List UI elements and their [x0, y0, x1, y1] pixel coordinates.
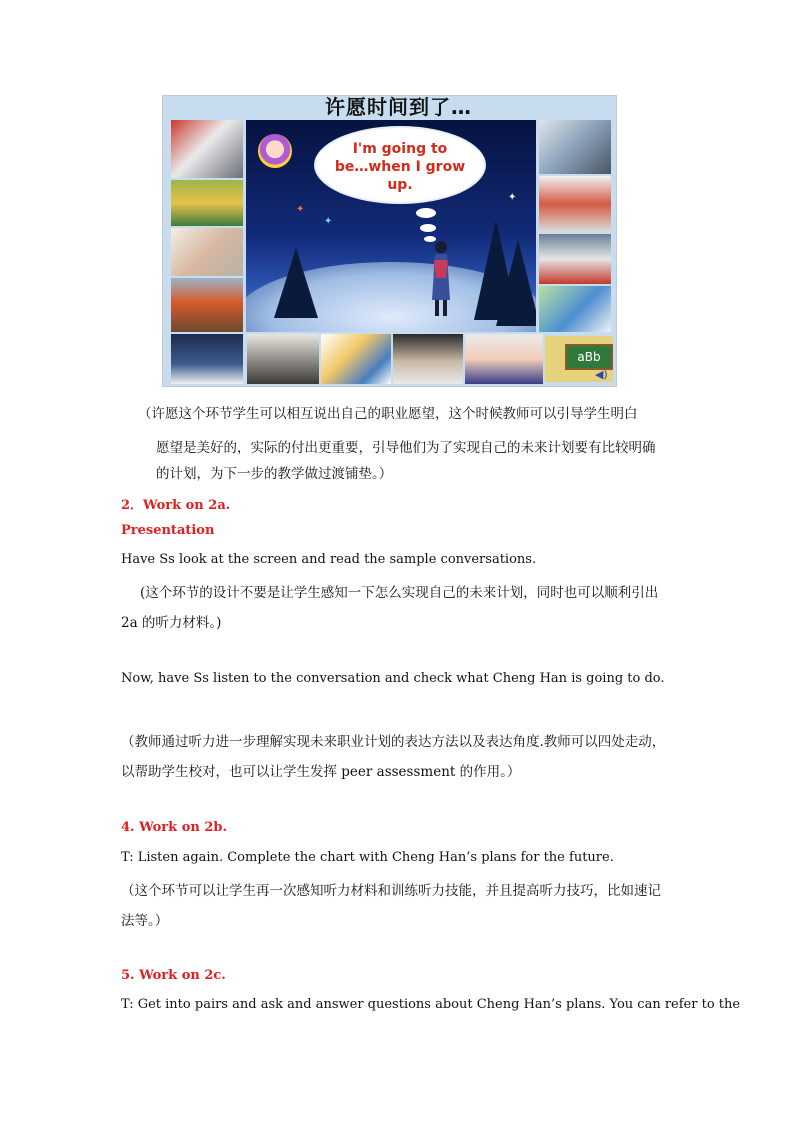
photo-astronauts	[539, 234, 611, 284]
section4-instruction: T: Listen again. Complete the chart with Cheng Han’s plans for the future.	[121, 850, 614, 865]
thought-cloud	[316, 128, 484, 202]
section2-note2-line1: （教师通过听力进一步理解实现未来职业计划的表达方法以及表达角度.教师可以四处走动，	[121, 734, 666, 750]
note1-line2: 愿望是美好的，实际的付出更重要，引导他们为了实现自己的未来计划要有比较明确	[156, 440, 656, 456]
section4-note-line2: 法等。）	[121, 913, 169, 929]
section2-note-line2: 2a 的听力材料。)	[121, 615, 222, 631]
slide-image	[163, 96, 616, 386]
cloud-line-2: be…when I grow	[334, 159, 466, 175]
note1-line3: 的计划，为下一步的教学做过渡铺垫。）	[156, 466, 393, 482]
star-icon: ✦	[324, 216, 333, 227]
presentation-heading: Presentation	[121, 523, 215, 538]
section4-note-line1: （这个环节可以让学生再一次感知听力材料和训练听力技能，并且提高听力技巧，比如速记	[121, 883, 661, 899]
photo-basketball	[539, 176, 611, 232]
night-scene-illustration	[246, 120, 536, 332]
photo-singer	[393, 334, 463, 384]
photo-call-center	[539, 120, 611, 174]
section4-heading: 4. Work on 2b.	[121, 820, 227, 835]
slide-title: 许愿时间到了…	[325, 95, 472, 119]
thought-bubble	[420, 224, 436, 232]
star-icon: ✦	[508, 192, 517, 203]
star-icon: ✦	[296, 204, 305, 215]
fairy-icon	[258, 134, 292, 168]
photo-scientist	[171, 228, 243, 276]
pine-tree-right-2	[496, 240, 536, 326]
photo-office-cartoon	[539, 286, 611, 332]
photo-firefighter	[171, 120, 243, 178]
photo-ballet	[171, 334, 243, 384]
photo-painter-cartoon	[321, 334, 391, 384]
cloud-line-3: up.	[387, 177, 413, 193]
section2-note2-line2: 以帮助学生校对，也可以让学生发挥 peer assessment 的作用。）	[121, 764, 521, 780]
cloud-line-1: I'm going to	[352, 141, 448, 157]
section2-instruction: Have Ss look at the screen and read the sample conversations.	[121, 552, 537, 567]
thought-bubble	[416, 208, 436, 218]
note1-line1: （许愿这个环节学生可以相互说出自己的职业愿望，这个时候教师可以引导学生明白	[138, 406, 638, 422]
section5-heading: 5. Work on 2c.	[121, 968, 226, 983]
blackboard: aBb	[565, 344, 613, 370]
section5-instruction: T: Get into pairs and ask and answer questions about Cheng Han’s plans. You can refer to the	[121, 997, 741, 1012]
section2-heading: 2．Work on 2a.	[121, 498, 231, 513]
section2-listen: Now, have Ss listen to the conversation and check what Cheng Han is going to do.	[121, 671, 665, 686]
girl-silhouette	[430, 240, 452, 318]
section2-note-line1: (这个环节的设计不要是让学生感知一下怎么实现自己的未来计划，同时也可以顺利引出	[140, 585, 659, 601]
photo-writer	[247, 334, 319, 384]
photo-soldiers	[171, 278, 243, 332]
photo-cartoon-worker	[171, 180, 243, 226]
pine-tree-left	[274, 248, 318, 318]
speaker-icon: ◀)	[595, 368, 608, 381]
photo-actress	[465, 334, 543, 384]
